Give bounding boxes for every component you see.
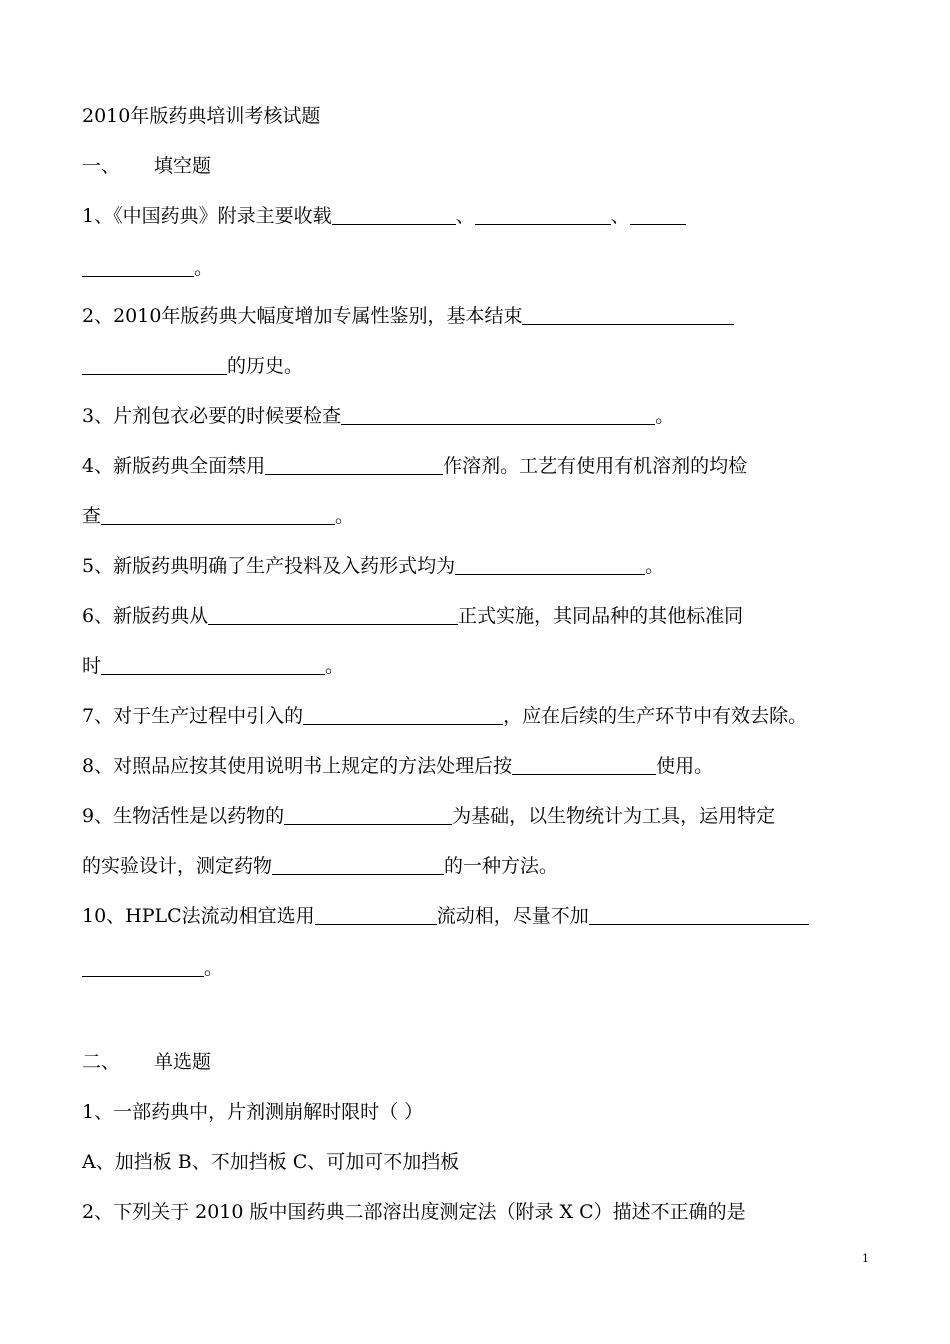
punctuation: 。 [194,257,214,279]
separator: 、 [610,205,630,227]
choice-question-2: 2、下列关于 2010 版中国药典二部溶出度测定法（附录 X C）描述不正确的是 [82,1201,746,1223]
question-8 [82,754,713,778]
question-3 [82,404,674,428]
question-text: 7、对于生产过程中引入的 [82,705,304,727]
answer-blank[interactable] [208,604,458,625]
question-6-line-2 [82,654,344,678]
answer-blank[interactable] [522,304,734,325]
question-text: 的历史。 [227,355,304,377]
separator: 、 [455,205,475,227]
answer-blank[interactable] [284,804,452,825]
question-5 [82,554,664,578]
choice-question-1: 1、一部药典中，片剂测崩解时限时（ ） [82,1101,424,1123]
punctuation: 。 [335,505,355,527]
question-text: 5、新版药典明确了生产投料及入药形式均为 [82,555,456,577]
answer-blank[interactable] [332,204,456,225]
answer-blank[interactable] [475,204,611,225]
section-title: 单选题 [154,1051,212,1073]
question-text: 1、《中国药典》附录主要收载 [82,205,332,227]
question-1-line-1 [82,204,686,228]
question-9-line-1 [82,804,775,828]
answer-blank[interactable] [630,204,686,225]
question-text: 4、新版药典全面禁用 [82,455,266,477]
punctuation: 。 [655,405,675,427]
section-number: 二、 [82,1051,121,1073]
question-10-line-1 [82,904,809,928]
question-text: 2、2010年版药典大幅度增加专属性鉴别，基本结束 [82,305,523,327]
question-text: 流动相，尽量不加 [436,905,589,927]
document-title: 2010年版药典培训考核试题 [82,105,321,127]
answer-blank[interactable] [589,904,809,925]
question-text: 10、HPLC法流动相宜选用 [82,905,315,927]
question-text: 作溶剂。工艺有使用有机溶剂的均检 [443,455,748,477]
punctuation: 。 [645,555,665,577]
question-7 [82,704,807,728]
question-text: 9、生物活性是以药物的 [82,805,285,827]
question-text: 查 [82,505,102,527]
question-2-line-1 [82,304,734,328]
answer-blank[interactable] [341,404,655,425]
page-number: 1 [862,1252,869,1265]
answer-blank[interactable] [315,904,437,925]
answer-blank[interactable] [512,754,656,775]
question-10-line-2 [82,956,223,980]
answer-blank[interactable] [101,504,335,525]
question-4-line-1 [82,454,747,478]
question-4-line-2 [82,504,354,528]
question-text: 时 [82,655,102,677]
question-text: 的一种方法。 [444,855,559,877]
section-heading-single-choice [82,1050,211,1074]
question-2-line-2 [82,354,303,378]
answer-blank[interactable] [265,454,443,475]
answer-blank[interactable] [82,354,227,375]
question-text: 正式实施，其同品种的其他标准同 [458,605,744,627]
choice-question-1-options: A、加挡板 B、不加挡板 C、可加可不加挡板 [82,1151,460,1173]
question-text: 使用。 [656,755,714,777]
answer-blank[interactable] [455,554,645,575]
answer-blank[interactable] [82,256,194,277]
question-1-line-2 [82,256,213,280]
question-text: 为基础，以生物统计为工具，运用特定 [452,805,776,827]
question-text: 的实验设计，测定药物 [82,855,273,877]
punctuation: 。 [204,957,224,979]
question-text: ，应在后续的生产环节中有效去除。 [503,705,808,727]
answer-blank[interactable] [272,854,444,875]
question-text: 3、片剂包衣必要的时候要检查 [82,405,342,427]
punctuation: 。 [325,655,345,677]
question-text: 8、对照品应按其使用说明书上规定的方法处理后按 [82,755,513,777]
answer-blank[interactable] [303,704,503,725]
answer-blank[interactable] [82,956,204,977]
question-text: 6、新版药典从 [82,605,209,627]
question-9-line-2 [82,854,558,878]
question-6-line-1 [82,604,743,628]
answer-blank[interactable] [101,654,325,675]
section-title: 填空题 [154,155,212,177]
section-number: 一、 [82,155,121,177]
section-heading-fill-in [82,154,211,178]
